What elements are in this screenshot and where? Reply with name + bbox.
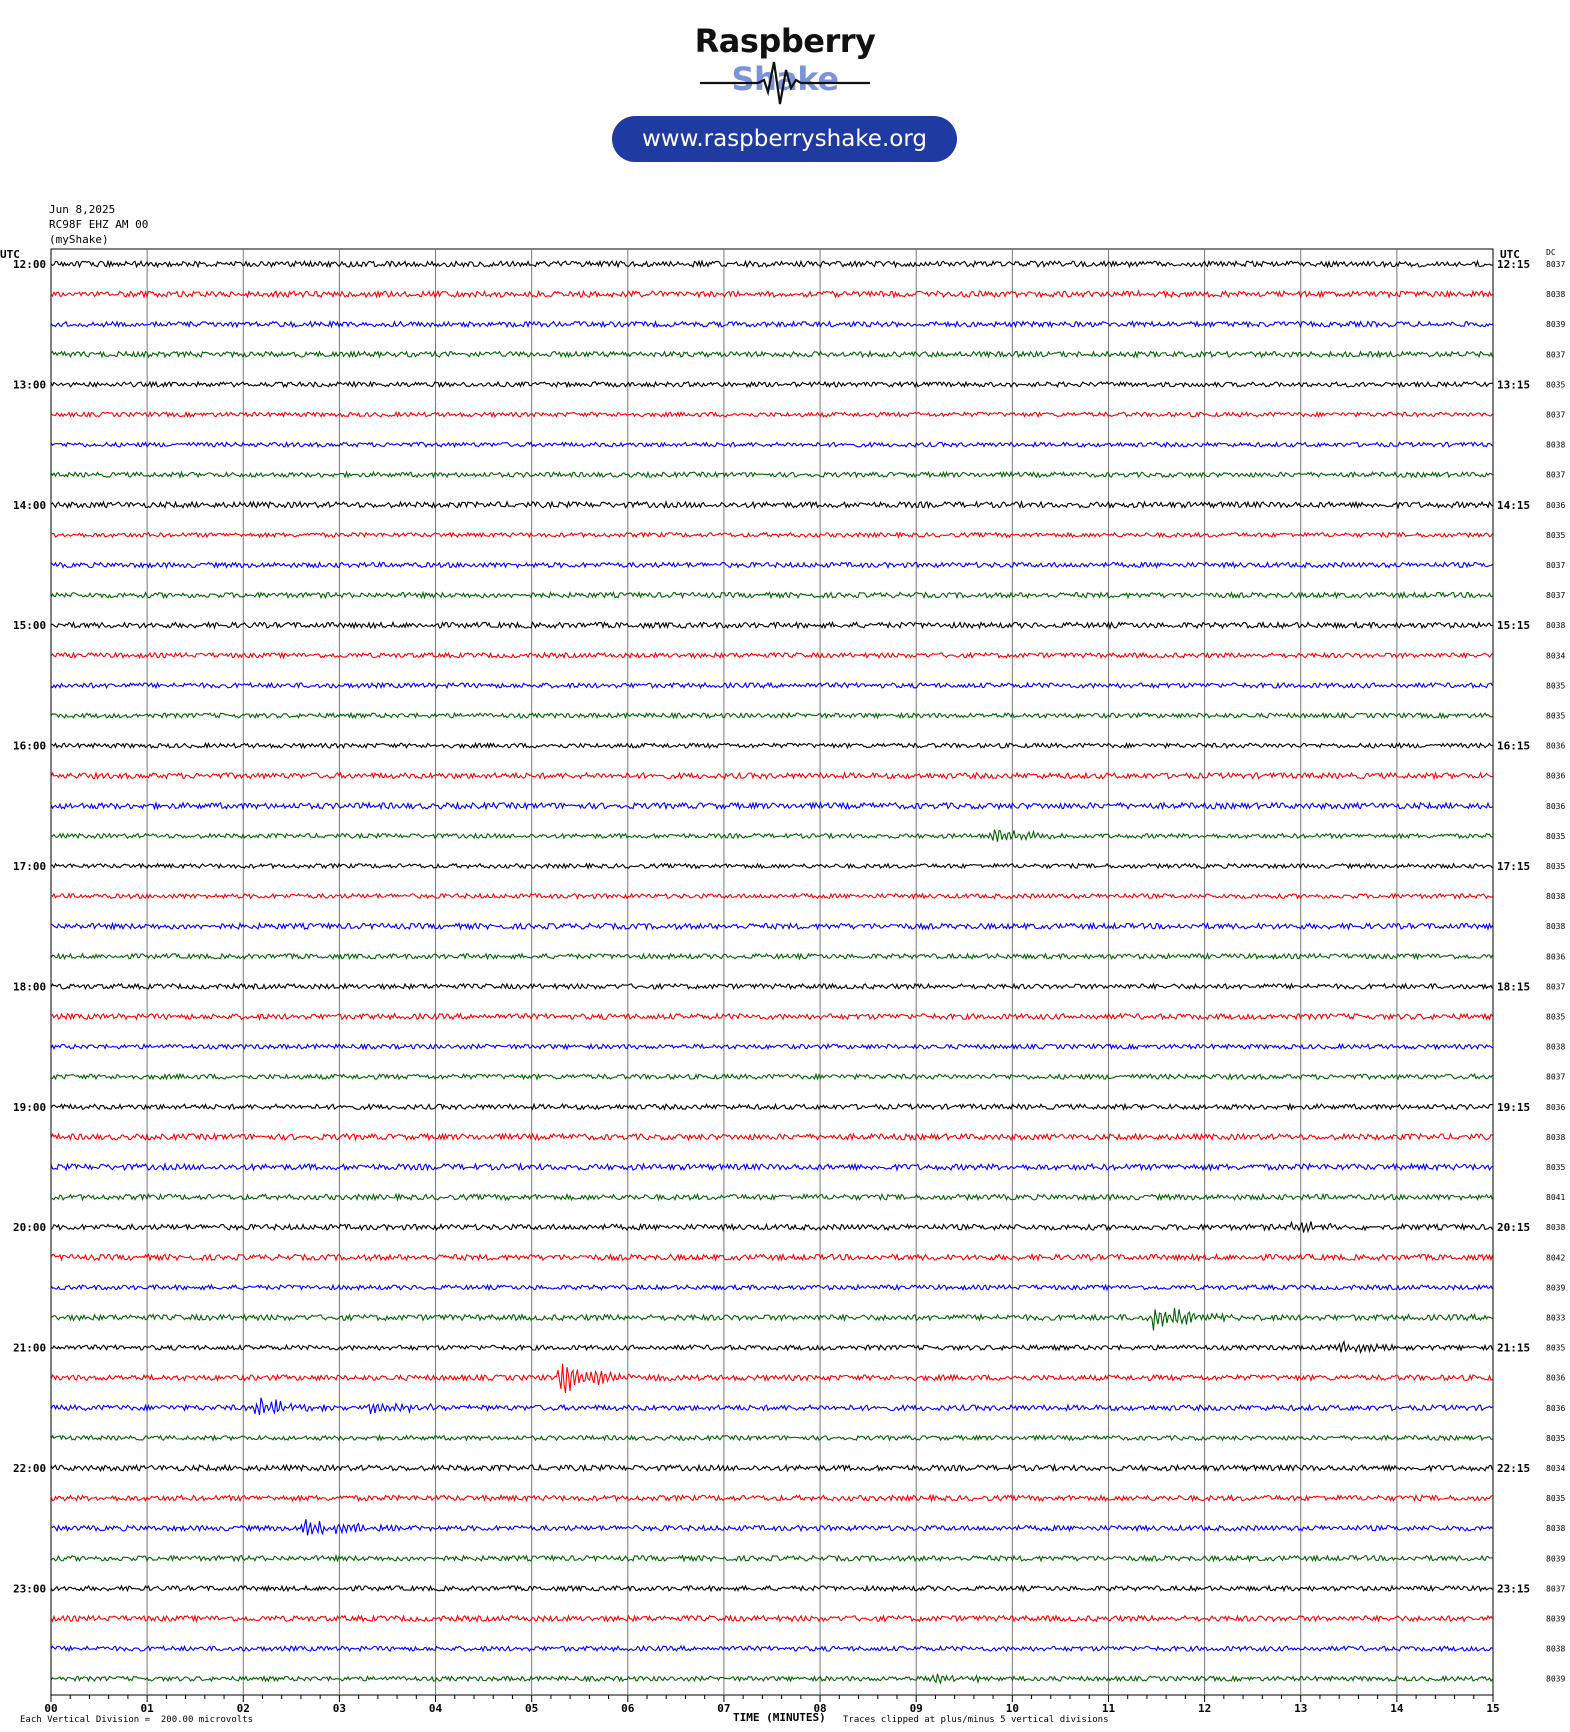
hour-label-right: 15:15	[1497, 619, 1531, 633]
seismic-trace	[51, 622, 1493, 628]
hour-label-left: 12:00	[13, 258, 47, 271]
seismic-trace	[51, 864, 1493, 868]
website-link-button[interactable]: www.raspberryshake.org	[612, 116, 957, 162]
seismic-trace	[51, 1014, 1493, 1020]
seismic-trace	[51, 1556, 1493, 1561]
seismic-trace	[51, 1495, 1493, 1500]
dc-value-label: 8036	[1546, 1403, 1566, 1413]
dc-value-label: 8035	[1546, 711, 1566, 721]
x-tick-label: 08	[813, 1702, 827, 1715]
brand-secondary: Shake	[731, 60, 839, 98]
dc-value-label: 8038	[1546, 892, 1566, 902]
station-code: RC98F EHZ AM 00	[49, 218, 149, 231]
x-tick-label: 04	[428, 1702, 443, 1715]
seismic-trace	[51, 1104, 1493, 1109]
hour-label-right: 20:15	[1497, 1221, 1531, 1235]
dc-value-label: 8037	[1546, 260, 1566, 269]
hour-label-right: 23:15	[1497, 1582, 1531, 1596]
dc-value-label: 8037	[1546, 591, 1566, 601]
seismic-trace	[51, 502, 1493, 508]
dc-value-label: 8036	[1546, 1373, 1566, 1383]
hour-label-right: 19:15	[1497, 1100, 1531, 1114]
x-tick-label: 09	[909, 1702, 923, 1715]
x-tick-label: 03	[332, 1702, 347, 1715]
dc-value-label: 8042	[1546, 1253, 1566, 1263]
right-unit-label: UTC	[1500, 248, 1520, 261]
data-source: (myShake)	[49, 233, 109, 246]
dc-value-label: 8036	[1546, 771, 1566, 781]
seismic-trace	[51, 1342, 1493, 1353]
hour-label-left: 13:00	[13, 378, 47, 392]
dc-value-label: 8035	[1546, 530, 1566, 540]
dc-value-label: 8034	[1546, 1464, 1566, 1473]
dc-value-label: 8039	[1546, 320, 1566, 330]
x-tick-label: 11	[1101, 1702, 1116, 1715]
dc-value-label: 8038	[1546, 621, 1566, 631]
seismic-trace	[51, 533, 1493, 537]
dc-value-label: 8036	[1546, 741, 1566, 751]
dc-value-label: 8038	[1546, 440, 1566, 450]
seismic-trace	[51, 1134, 1493, 1140]
x-tick-label: 15	[1486, 1702, 1500, 1715]
seismic-trace	[51, 743, 1493, 748]
hour-label-left: 19:00	[13, 1100, 47, 1114]
dc-value-label: 8036	[1546, 1102, 1566, 1112]
seismic-trace	[51, 1044, 1493, 1049]
seismic-trace	[51, 1465, 1493, 1471]
x-tick-label: 00	[44, 1702, 58, 1715]
seismic-trace	[51, 773, 1493, 779]
dc-value-label: 8037	[1546, 982, 1566, 992]
dc-value-label: 8037	[1546, 1072, 1566, 1082]
dc-value-label: 8037	[1546, 350, 1566, 360]
dc-value-label: 8038	[1546, 1223, 1566, 1233]
x-tick-label: 02	[236, 1702, 250, 1715]
dc-value-label: 8039	[1546, 1614, 1566, 1624]
clip-note: Traces clipped at plus/minus 5 vertical divisions	[843, 1715, 1109, 1725]
seismic-trace	[51, 352, 1493, 357]
hour-label-left: 22:00	[13, 1462, 47, 1475]
seismic-trace	[51, 1398, 1493, 1415]
dc-value-label: 8035	[1546, 862, 1566, 871]
dc-value-label: 8039	[1546, 1283, 1566, 1293]
seismic-trace	[51, 923, 1493, 929]
dc-value-label: 8035	[1546, 1163, 1566, 1172]
dc-value-label: 8037	[1546, 1584, 1566, 1594]
dc-value-label: 8035	[1546, 831, 1566, 841]
seismic-trace	[51, 1194, 1493, 1199]
hour-label-left: 17:00	[13, 860, 47, 873]
dc-value-label: 8036	[1546, 801, 1566, 811]
seismic-trace	[51, 593, 1493, 598]
seismic-trace	[51, 412, 1493, 416]
seismic-trace	[51, 1674, 1493, 1683]
dc-value-label: 8034	[1546, 651, 1566, 661]
dc-value-label: 8037	[1546, 470, 1566, 480]
dc-value-label: 8035	[1546, 1433, 1566, 1443]
seismic-trace	[51, 1308, 1493, 1331]
dc-value-label: 8038	[1546, 1132, 1566, 1142]
seismic-trace	[51, 1586, 1493, 1591]
dc-header-label: DC	[1546, 248, 1556, 257]
hour-label-right: 17:15	[1497, 860, 1531, 873]
dc-value-label: 8039	[1546, 1554, 1566, 1564]
x-tick-label: 12	[1197, 1702, 1212, 1715]
seismic-trace	[51, 653, 1493, 658]
seismic-trace	[51, 713, 1493, 718]
seismic-trace	[51, 322, 1493, 327]
seismic-trace	[51, 472, 1493, 477]
seismic-trace	[51, 442, 1493, 446]
seismic-trace	[51, 563, 1493, 568]
plot-date: Jun 8,2025	[49, 203, 116, 216]
x-tick-label: 14	[1390, 1702, 1404, 1715]
dc-value-label: 8035	[1546, 681, 1566, 691]
x-tick-label: 07	[717, 1702, 731, 1715]
hour-label-right: 12:15	[1497, 258, 1531, 271]
dc-value-label: 8038	[1546, 1042, 1566, 1052]
dc-value-label: 8039	[1546, 1674, 1566, 1684]
seismic-trace	[51, 261, 1493, 267]
seismic-trace	[51, 1222, 1493, 1233]
dc-value-label: 8041	[1546, 1193, 1566, 1203]
brand-primary: Raspberry	[694, 22, 876, 60]
seismic-trace	[51, 1436, 1493, 1441]
seismic-trace	[51, 830, 1493, 842]
hour-label-left: 21:00	[13, 1341, 47, 1355]
dc-value-label: 8036	[1546, 500, 1566, 510]
seismic-trace	[51, 1364, 1493, 1393]
hour-label-left: 18:00	[13, 980, 47, 994]
seismic-trace	[51, 1616, 1493, 1622]
hour-label-right: 18:15	[1497, 980, 1531, 994]
hour-label-right: 22:15	[1497, 1462, 1531, 1475]
hour-label-right: 14:15	[1497, 498, 1531, 512]
seismic-trace	[51, 1519, 1493, 1535]
x-tick-label: 06	[621, 1702, 635, 1715]
seismic-trace	[51, 1164, 1493, 1170]
dc-value-label: 8036	[1546, 952, 1566, 962]
dc-value-label: 8035	[1546, 1494, 1566, 1504]
seismic-trace	[51, 382, 1493, 387]
dc-value-label: 8038	[1546, 1644, 1566, 1654]
x-tick-label: 13	[1294, 1702, 1308, 1715]
dc-value-label: 8038	[1546, 922, 1566, 932]
hour-label-left: 20:00	[13, 1221, 47, 1235]
seismic-trace	[51, 954, 1493, 959]
seismic-trace	[51, 1646, 1493, 1651]
x-tick-label: 01	[140, 1702, 154, 1715]
hour-label-left: 23:00	[13, 1582, 47, 1596]
dc-value-label: 8038	[1546, 1524, 1566, 1534]
dc-value-label: 8033	[1546, 1313, 1566, 1323]
dc-value-label: 8035	[1546, 1343, 1566, 1353]
left-unit-label: UTC	[0, 248, 20, 261]
dc-value-label: 8038	[1546, 290, 1566, 300]
seismic-trace	[51, 1285, 1493, 1290]
seismic-trace	[51, 1074, 1493, 1079]
dc-value-label: 8037	[1546, 561, 1566, 570]
plot-frame	[51, 249, 1493, 1695]
hour-label-left: 14:00	[13, 498, 47, 512]
x-axis-title: TIME (MINUTES)	[733, 1711, 826, 1724]
seismic-trace	[51, 803, 1493, 809]
division-scale-note: Each Vertical Division = 200.00 microvolts	[20, 1715, 253, 1725]
x-tick-label: 05	[525, 1702, 539, 1715]
hour-label-right: 16:15	[1497, 739, 1531, 753]
hour-label-right: 13:15	[1497, 378, 1531, 392]
seismic-trace	[51, 1255, 1493, 1261]
dc-value-label: 8035	[1546, 1012, 1566, 1022]
seismic-trace	[51, 683, 1493, 688]
hour-label-right: 21:15	[1497, 1341, 1531, 1355]
hour-label-left: 16:00	[13, 739, 47, 753]
x-tick-label: 10	[1005, 1702, 1019, 1715]
hour-label-left: 15:00	[13, 619, 47, 633]
seismic-trace	[51, 291, 1493, 297]
seismic-trace	[51, 894, 1493, 899]
dc-value-label: 8037	[1546, 410, 1566, 420]
seismic-trace	[51, 984, 1493, 989]
dc-value-label: 8035	[1546, 380, 1566, 390]
